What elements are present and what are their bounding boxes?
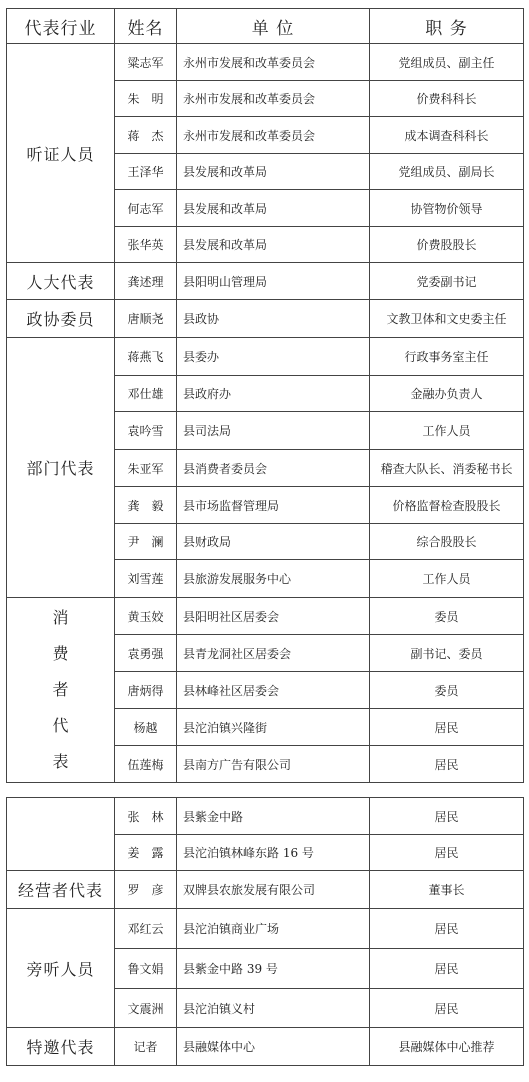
unit-cell: 县财政局 <box>177 524 370 560</box>
unit-cell: 县青龙洞社区居委会 <box>177 635 370 672</box>
unit-cell: 县紫金中路 <box>177 798 370 835</box>
table-row <box>7 338 524 376</box>
category-cell <box>7 871 115 909</box>
role-cell: 价费股股长 <box>370 227 524 263</box>
unit-cell: 县沱泊镇兴隆街 <box>177 709 370 746</box>
category-cell <box>7 44 115 263</box>
category-cell <box>7 909 115 1028</box>
category-cell <box>7 598 115 783</box>
unit-cell: 县发展和改革局 <box>177 190 370 227</box>
category-label: 特邀代表 <box>26 1038 95 1057</box>
header-role: 职 务 <box>370 9 524 44</box>
name-cell: 朱亚军 <box>115 450 177 487</box>
representatives-table-part2 <box>6 797 524 1066</box>
unit-cell: 县融媒体中心 <box>177 1028 370 1066</box>
role-cell: 综合股股长 <box>370 524 524 560</box>
role-cell: 县融媒体中心推荐 <box>370 1028 524 1066</box>
role-cell: 工作人员 <box>370 412 524 450</box>
name-cell: 尹 澜 <box>115 524 177 560</box>
name-cell: 唐炳得 <box>115 672 177 709</box>
table-row <box>7 44 524 81</box>
category-label: 政协委员 <box>26 310 95 329</box>
unit-cell: 永州市发展和改革委员会 <box>177 81 370 117</box>
role-cell: 副书记、委员 <box>370 635 524 672</box>
name-cell: 何志军 <box>115 190 177 227</box>
representatives-table-part1 <box>6 8 524 783</box>
category-label: 旁听人员 <box>26 959 95 979</box>
header-category: 代表行业 <box>7 9 115 44</box>
unit-cell: 县沱泊镇义村 <box>177 989 370 1028</box>
category-cell <box>7 300 115 338</box>
category-cell <box>7 263 115 300</box>
name-cell: 黄玉姣 <box>115 598 177 635</box>
header-row <box>7 9 524 44</box>
category-cell <box>7 1028 115 1066</box>
name-cell: 记者 <box>115 1028 177 1066</box>
unit-cell: 双牌县农旅发展有限公司 <box>177 871 370 909</box>
name-cell: 袁吟雪 <box>115 412 177 450</box>
name-cell: 邓红云 <box>115 909 177 949</box>
role-cell: 居民 <box>370 989 524 1028</box>
role-cell: 居民 <box>370 835 524 871</box>
category-label: 听证人员 <box>26 144 95 164</box>
unit-cell: 县阳明社区居委会 <box>177 598 370 635</box>
role-cell: 委员 <box>370 672 524 709</box>
role-cell: 居民 <box>370 909 524 949</box>
role-cell: 价费科科长 <box>370 81 524 117</box>
name-cell: 姜 露 <box>115 835 177 871</box>
role-cell: 居民 <box>370 746 524 783</box>
name-cell: 罗 彦 <box>115 871 177 909</box>
unit-cell: 县沱泊镇商业广场 <box>177 909 370 949</box>
table-row <box>7 598 524 635</box>
name-cell: 张华英 <box>115 227 177 263</box>
name-cell: 张 林 <box>115 798 177 835</box>
table-row <box>7 263 524 300</box>
role-cell: 工作人员 <box>370 560 524 598</box>
name-cell: 伍莲梅 <box>115 746 177 783</box>
unit-cell: 县消费者委员会 <box>177 450 370 487</box>
name-cell: 粱志军 <box>115 44 177 81</box>
role-cell: 委员 <box>370 598 524 635</box>
role-cell: 协管物价领导 <box>370 190 524 227</box>
role-cell: 成本调查科科长 <box>370 117 524 154</box>
unit-cell: 县司法局 <box>177 412 370 450</box>
category-cell <box>7 798 115 871</box>
role-cell: 党组成员、副局长 <box>370 154 524 190</box>
table-row <box>7 798 524 835</box>
page-break <box>0 787 529 797</box>
name-cell: 刘雪莲 <box>115 560 177 598</box>
table-row <box>7 871 524 909</box>
table-row <box>7 1028 524 1066</box>
table-row <box>7 909 524 949</box>
unit-cell: 县林峰社区居委会 <box>177 672 370 709</box>
role-cell: 党组成员、副主任 <box>370 44 524 81</box>
unit-cell: 县紫金中路 39 号 <box>177 949 370 989</box>
unit-cell: 县委办 <box>177 338 370 376</box>
name-cell: 杨越 <box>115 709 177 746</box>
category-label: 经营者代表 <box>17 881 103 900</box>
unit-cell: 永州市发展和改革委员会 <box>177 44 370 81</box>
role-cell: 党委副书记 <box>370 263 524 300</box>
unit-cell: 县南方广告有限公司 <box>177 746 370 783</box>
unit-cell: 永州市发展和改革委员会 <box>177 117 370 154</box>
unit-cell: 县沱泊镇林峰东路 16 号 <box>177 835 370 871</box>
name-cell: 唐顺尧 <box>115 300 177 338</box>
role-cell: 金融办负责人 <box>370 376 524 412</box>
name-cell: 蒋燕飞 <box>115 338 177 376</box>
unit-cell: 县政府办 <box>177 376 370 412</box>
header-name: 姓名 <box>115 9 177 44</box>
unit-cell: 县发展和改革局 <box>177 227 370 263</box>
role-cell: 居民 <box>370 709 524 746</box>
name-cell: 龚述理 <box>115 263 177 300</box>
name-cell: 鲁文娟 <box>115 949 177 989</box>
unit-cell: 县市场监督管理局 <box>177 487 370 524</box>
role-cell: 价格监督检查股股长 <box>370 487 524 524</box>
table-row <box>7 300 524 338</box>
name-cell: 袁勇强 <box>115 635 177 672</box>
unit-cell: 县政协 <box>177 300 370 338</box>
category-label: 人大代表 <box>26 272 95 292</box>
category-label: 消费者代表 <box>52 608 69 771</box>
role-cell: 文教卫体和文史委主任 <box>370 300 524 338</box>
name-cell: 文震洲 <box>115 989 177 1028</box>
role-cell: 稽查大队长、消委秘书长 <box>370 450 524 487</box>
category-cell <box>7 338 115 598</box>
role-cell: 行政事务室主任 <box>370 338 524 376</box>
name-cell: 蒋 杰 <box>115 117 177 154</box>
name-cell: 王泽华 <box>115 154 177 190</box>
category-label: 部门代表 <box>26 459 95 478</box>
role-cell: 居民 <box>370 949 524 989</box>
role-cell: 居民 <box>370 798 524 835</box>
unit-cell: 县阳明山管理局 <box>177 263 370 300</box>
name-cell: 龚 毅 <box>115 487 177 524</box>
unit-cell: 县旅游发展服务中心 <box>177 560 370 598</box>
unit-cell: 县发展和改革局 <box>177 154 370 190</box>
name-cell: 邓仕雄 <box>115 376 177 412</box>
header-unit: 单 位 <box>177 9 370 44</box>
role-cell: 董事长 <box>370 871 524 909</box>
name-cell: 朱 明 <box>115 81 177 117</box>
